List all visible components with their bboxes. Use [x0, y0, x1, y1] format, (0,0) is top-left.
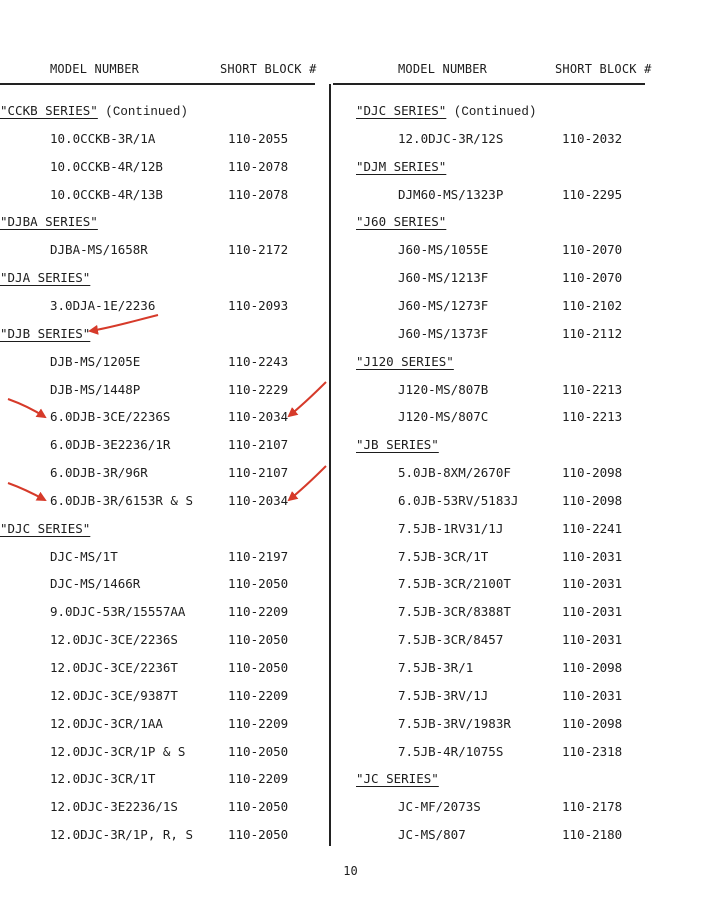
model-number: 12.0DJC-3CE/2236S [50, 632, 178, 648]
short-block-number: 110-2050 [228, 660, 289, 675]
series-label: "J60 SERIES" [356, 214, 447, 230]
model-number: 10.0CCKB-4R/13B [50, 186, 163, 202]
series-label: "JC SERIES" [356, 771, 439, 787]
short-block-number: 110-2318 [562, 743, 623, 759]
left-model-number-header: MODEL NUMBER [50, 62, 140, 76]
arrow-to-6-0djb-3r-6153r [8, 483, 45, 500]
model-number: DJC-MS/1466R [50, 576, 141, 592]
short-block-number: 110-2107 [228, 437, 289, 453]
short-block-number: 110-2078 [228, 158, 289, 174]
page-number: 10 [343, 864, 358, 878]
series-heading [0, 213, 98, 231]
model-number: DJC-MS/1T [50, 548, 118, 564]
short-block-number: 110-2050 [228, 576, 289, 592]
right-model-number-header: MODEL NUMBER [398, 62, 488, 76]
short-block-number: 110-2098 [562, 715, 623, 731]
short-block-number: 110-2241 [562, 520, 623, 536]
short-block-number: 110-2209 [228, 604, 289, 620]
model-number: 6.0DJB-3R/96R [50, 465, 148, 481]
model-number: 7.5JB-3R/1 [398, 660, 474, 675]
arrow-to-djb-series [90, 315, 158, 331]
model-number: 3.0DJA-1E/2236 [50, 297, 156, 313]
short-block-number: 110-2229 [228, 381, 289, 397]
series-heading [356, 353, 454, 371]
model-number: JC-MF/2073S [398, 799, 481, 815]
short-block-number: 110-2209 [228, 715, 289, 731]
model-number: 12.0DJC-3CR/1T [50, 771, 156, 787]
model-number: 10.0CCKB-4R/12B [50, 158, 163, 174]
model-number: J60-MS/1373F [398, 325, 489, 341]
series-label: "J120 SERIES" [356, 353, 454, 369]
short-block-number: 110-2031 [562, 548, 623, 564]
model-number: 7.5JB-3CR/2100T [398, 576, 511, 592]
short-block-number: 110-2050 [228, 827, 289, 843]
model-number: J120-MS/807C [398, 409, 489, 425]
right-short-block-header: SHORT BLOCK # [555, 62, 652, 76]
model-number: 5.0JB-8XM/2670F [398, 465, 511, 481]
short-block-number: 110-2098 [562, 660, 623, 675]
model-number: 7.5JB-3CR/1T [398, 548, 489, 564]
model-number: 7.5JB-3CR/8388T [398, 604, 511, 620]
left-short-block-header: SHORT BLOCK # [220, 62, 317, 76]
model-number: 7.5JB-1RV31/1J [398, 520, 504, 536]
short-block-number: 110-2034 [228, 492, 289, 508]
series-label: "DJC SERIES" [0, 520, 91, 536]
model-number: 6.0DJB-3CE/2236S [50, 409, 171, 425]
short-block-number: 110-2070 [562, 270, 623, 286]
short-block-number: 110-2172 [228, 242, 289, 258]
model-number: DJBA-MS/1658R [50, 242, 148, 258]
model-number: J120-MS/807B [398, 381, 489, 397]
model-number: JC-MS/807 [398, 827, 466, 843]
short-block-number: 110-2180 [562, 827, 623, 843]
model-number: 6.0DJB-3E2236/1R [50, 437, 171, 453]
short-block-number: 110-2213 [562, 381, 623, 397]
model-number: 10.0CCKB-3R/1A [50, 130, 156, 146]
short-block-number: 110-2031 [562, 687, 623, 703]
short-block-number: 110-2112 [562, 325, 623, 341]
short-block-number: 110-2032 [562, 130, 623, 146]
short-block-number: 110-2295 [562, 186, 623, 202]
right-header-rule [333, 83, 645, 85]
series-label: "DJM SERIES" [356, 158, 447, 174]
series-label: "DJB SERIES" [0, 325, 91, 341]
model-number: 7.5JB-3RV/1J [398, 687, 489, 703]
series-label: "CCKB SERIES" [0, 103, 98, 118]
series-heading [0, 269, 90, 287]
series-label: "DJA SERIES" [0, 270, 91, 286]
left-header-rule [0, 83, 315, 85]
series-heading [0, 520, 90, 538]
model-number: J60-MS/1055E [398, 242, 489, 258]
series-label: "JB SERIES" [356, 437, 439, 453]
model-number: 7.5JB-3CR/8457 [398, 632, 504, 648]
model-number: DJM60-MS/1323P [398, 186, 504, 202]
series-heading [356, 158, 446, 176]
model-number: 12.0DJC-3CE/9387T [50, 687, 178, 703]
model-number: 7.5JB-4R/1075S [398, 743, 504, 759]
model-number: J60-MS/1213F [398, 270, 489, 286]
model-number: J60-MS/1273F [398, 297, 489, 313]
short-block-number: 110-2209 [228, 771, 289, 787]
continued-note: (Continued) [97, 105, 188, 119]
model-number: 12.0DJC-3CE/2236T [50, 660, 178, 675]
short-block-number: 110-2197 [228, 548, 289, 564]
short-block-number: 110-2102 [562, 297, 623, 313]
model-number: 6.0DJB-3R/6153R & S [50, 492, 193, 508]
continued-note: (Continued) [446, 105, 537, 119]
series-label: "DJC SERIES" [356, 103, 447, 118]
series-heading [356, 102, 536, 120]
column-divider [329, 84, 331, 846]
short-block-number: 110-2070 [562, 242, 623, 258]
short-block-number: 110-2031 [562, 632, 623, 648]
model-number: 12.0DJC-3R/1P, R, S [50, 827, 193, 843]
model-number: 12.0DJC-3CR/1P & S [50, 743, 186, 759]
series-heading [0, 325, 90, 343]
short-block-number: 110-2093 [228, 297, 289, 313]
short-block-number: 110-2213 [562, 409, 623, 425]
short-block-number: 110-2031 [562, 576, 623, 592]
short-block-number: 110-2050 [228, 799, 289, 815]
short-block-number: 110-2050 [228, 743, 289, 759]
series-heading [356, 213, 446, 231]
short-block-number: 110-2098 [562, 492, 623, 508]
short-block-number: 110-2098 [562, 465, 623, 481]
short-block-number: 110-2055 [228, 130, 289, 146]
model-number: DJB-MS/1448P [50, 381, 141, 397]
arrow-to-110-2034-first [289, 382, 326, 416]
arrow-to-6-0djb-3ce-2236s [8, 399, 45, 417]
short-block-number: 110-2078 [228, 186, 289, 202]
model-number: 12.0DJC-3E2236/1S [50, 799, 178, 815]
model-number: DJB-MS/1205E [50, 353, 141, 369]
model-number: 7.5JB-3RV/1983R [398, 715, 511, 731]
short-block-number: 110-2243 [228, 353, 289, 369]
model-number: 9.0DJC-53R/15557AA [50, 604, 186, 620]
model-number: 12.0DJC-3CR/1AA [50, 715, 163, 731]
short-block-number: 110-2034 [228, 409, 289, 425]
short-block-number: 110-2209 [228, 687, 289, 703]
series-label: "DJBA SERIES" [0, 214, 98, 230]
short-block-number: 110-2178 [562, 799, 623, 815]
series-heading [356, 770, 439, 788]
model-number: 12.0DJC-3R/12S [398, 130, 504, 146]
series-heading [356, 436, 439, 454]
model-number: 6.0JB-53RV/5183J [398, 492, 519, 508]
short-block-number: 110-2107 [228, 465, 289, 481]
short-block-number: 110-2050 [228, 632, 289, 648]
arrow-to-110-2034-second [289, 466, 326, 500]
short-block-number: 110-2031 [562, 604, 623, 620]
series-heading [0, 102, 188, 120]
